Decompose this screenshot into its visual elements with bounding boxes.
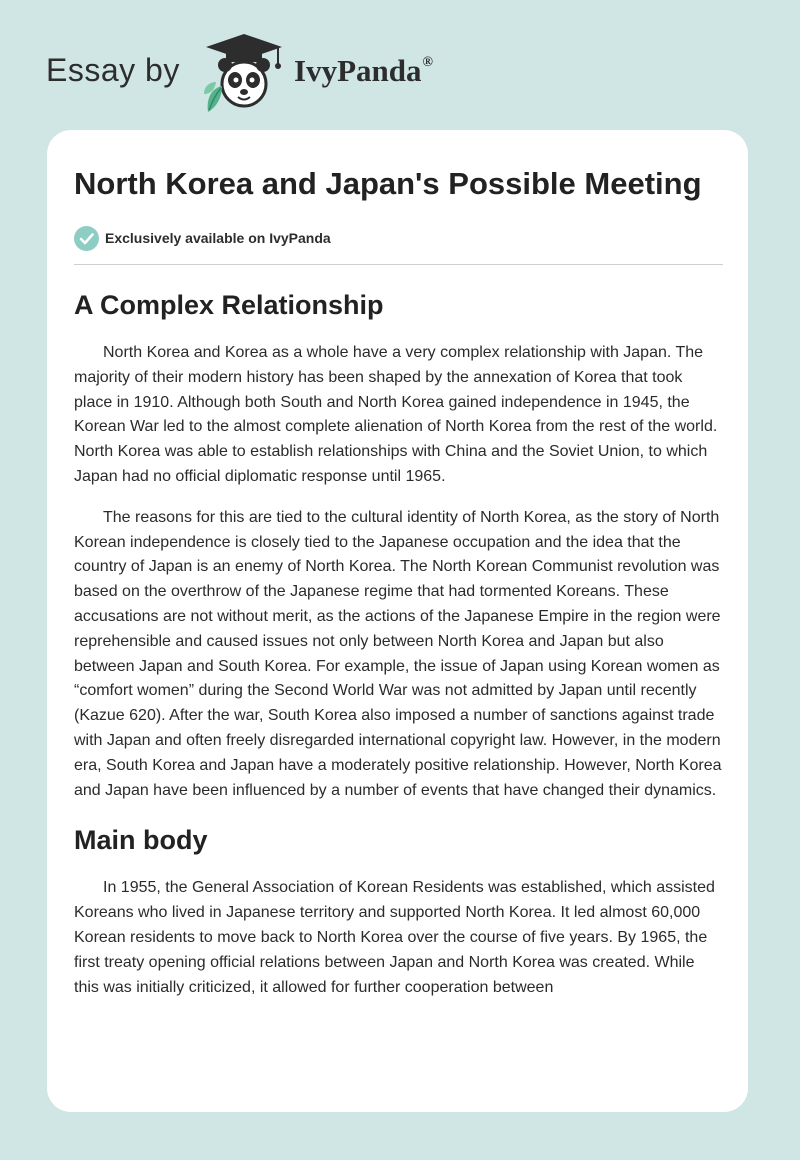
essay-card [47, 130, 748, 1112]
section-heading: Main body [74, 825, 208, 856]
brand-prefix: Essay by [46, 52, 180, 88]
paragraph: In 1955, the General Association of Korean Residents was established, which assisted Koreans who lived in Japanese territory and supported North Korea. It led almost 60,000 Korean residents to move back to North Korea over the course of five years. By 1965, the first treaty opening official relations between Japan and North Korea was created. While this was initially criticized, it allowed for further cooperation between [74, 879, 715, 996]
registered-mark: ® [422, 55, 433, 70]
page-title: North Korea and Japan's Possible Meeting [74, 166, 702, 201]
brand-name [294, 53, 433, 89]
check-circle-icon [74, 226, 99, 251]
essay-content [74, 163, 723, 1000]
paragraph: The reasons for this are tied to the cultural identity of North Korea, as the story of North Korean independence is closely tied to the Japanese occupation and the idea that the country of Japan is an enemy of North Korea. The North Korean Communist revolution was based on the overthrow of the Japanese regime that had tormented Koreans. These accusations are not without merit, as the actions of the Japanese Empire in the region were reprehensible and caused issues not only between North Korea and Japan but also between Japan and South Korea. For example, the issue of Japan using Korean women as “comfort women” during the Second World War was not admitted by Japan until recently (Kazue 620). After the war, South Korea also imposed a number of sanctions against trade with Japan and often freely disregarded international copyright law. However, in the modern era, South Korea and Japan have a moderately positive relationship. However, North Korea and Japan have been influenced by a number of events that have changed their dynamics. [74, 508, 722, 799]
section-heading: A Complex Relationship [74, 290, 384, 320]
brand-name-text: IvyPanda [294, 53, 422, 88]
title-divider [74, 264, 723, 265]
exclusive-badge [74, 225, 723, 251]
paragraph: North Korea and Korea as a whole have a very complex relationship with Japan. The majority of their modern history has been shaped by the annexation of Korea that took place in 1910. Although both South and North Korea gained independence in 1945, the Korean War led to the almost complete alienation of North Korea from the rest of the world. North Korea was able to establish relationships with China and the Soviet Union, to which Japan had no official diplomatic response until 1965. [74, 344, 718, 485]
brand-header [46, 34, 506, 114]
exclusive-text: Exclusively available on IvyPanda [105, 230, 331, 246]
panda-graduate-logo-icon[interactable] [198, 34, 290, 114]
